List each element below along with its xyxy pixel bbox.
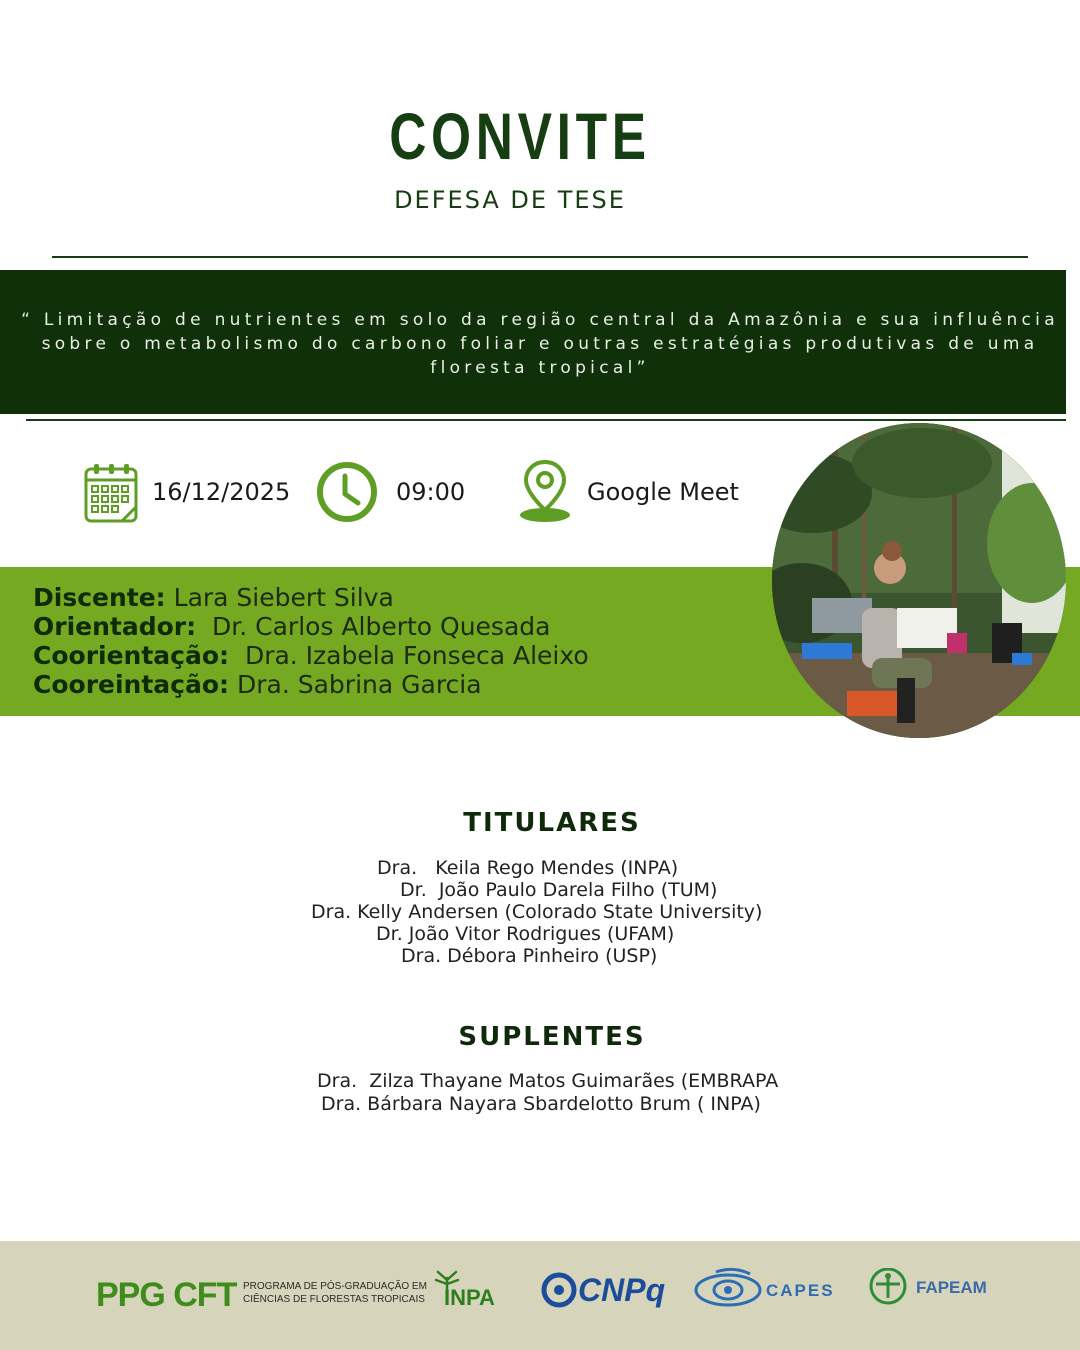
credit-label: Orientador: [33,612,197,641]
divider [26,419,1066,421]
suplente-member: Dra. Zilza Thayane Matos Guimarães (EMBRAPA [317,1070,779,1092]
location-pin-icon [518,458,572,524]
credit-value: Lara Siebert Silva [165,583,394,612]
calendar-icon [84,463,140,525]
thesis-line: floresta tropical” [430,358,650,378]
ppg-desc-line: PROGRAMA DE PÓS-GRADUAÇÃO EM [243,1281,427,1292]
fapeam-logo: FAPEAM [916,1278,987,1297]
credit-label: Cooreintação: [33,670,230,699]
capes-emblem-icon [694,1266,762,1310]
credit-value: Dra. Izabela Fonseca Aleixo [229,641,589,670]
credit-orientador [33,612,550,641]
page-title: CONVITE [389,99,651,173]
credit-label: Discente: [33,583,166,612]
cnpq-logo: CNPq [578,1272,666,1308]
credit-coorientacao [33,641,589,670]
thesis-title [20,308,1060,380]
ppg-desc-line: CIÊNCIAS DE FLORESTAS TROPICAIS [243,1294,425,1305]
clock-icon [316,461,378,523]
event-place: Google Meet [587,478,739,506]
event-date: 16/12/2025 [152,478,291,506]
titular-member: Dra. Débora Pinheiro (USP) [401,945,658,967]
cnpq-emblem-icon [540,1271,578,1309]
student-photo [772,423,1066,738]
titulares-heading: TITULARES [463,808,641,838]
capes-logo: CAPES [766,1281,835,1300]
titular-member: Dr. João Paulo Darela Filho (TUM) [400,879,718,901]
titular-member: Dr. João Vitor Rodrigues (UFAM) [376,923,675,945]
ppg-cft-description [243,1280,427,1306]
credit-label: Coorientação: [33,641,230,670]
credit-value: Dra. Sabrina Garcia [229,670,482,699]
credit-value: Dr. Carlos Alberto Quesada [196,612,551,641]
ppg-cft-logo: PPG CFT [96,1276,237,1314]
suplentes-heading: SUPLENTES [458,1022,646,1052]
thesis-line: “ Limitação de nutrientes em solo da região central da Amazônia e sua influência [21,310,1059,330]
titular-member: Dra. Keila Rego Mendes (INPA) [377,857,679,879]
inpa-logo: INPA [444,1285,495,1310]
credit-discente [33,583,394,612]
event-time: 09:00 [396,478,466,506]
fapeam-emblem-icon [864,1268,912,1308]
credit-cooreintacao [33,670,482,699]
thesis-line: sobre o metabolismo do carbono foliar e outras estratégias produtivas de uma [41,334,1039,354]
titular-member: Dra. Kelly Andersen (Colorado State University) [311,901,763,923]
suplente-member: Dra. Bárbara Nayara Sbardelotto Brum ( INPA) [321,1093,761,1115]
divider [52,256,1028,258]
page-subtitle: DEFESA DE TESE [394,186,626,214]
